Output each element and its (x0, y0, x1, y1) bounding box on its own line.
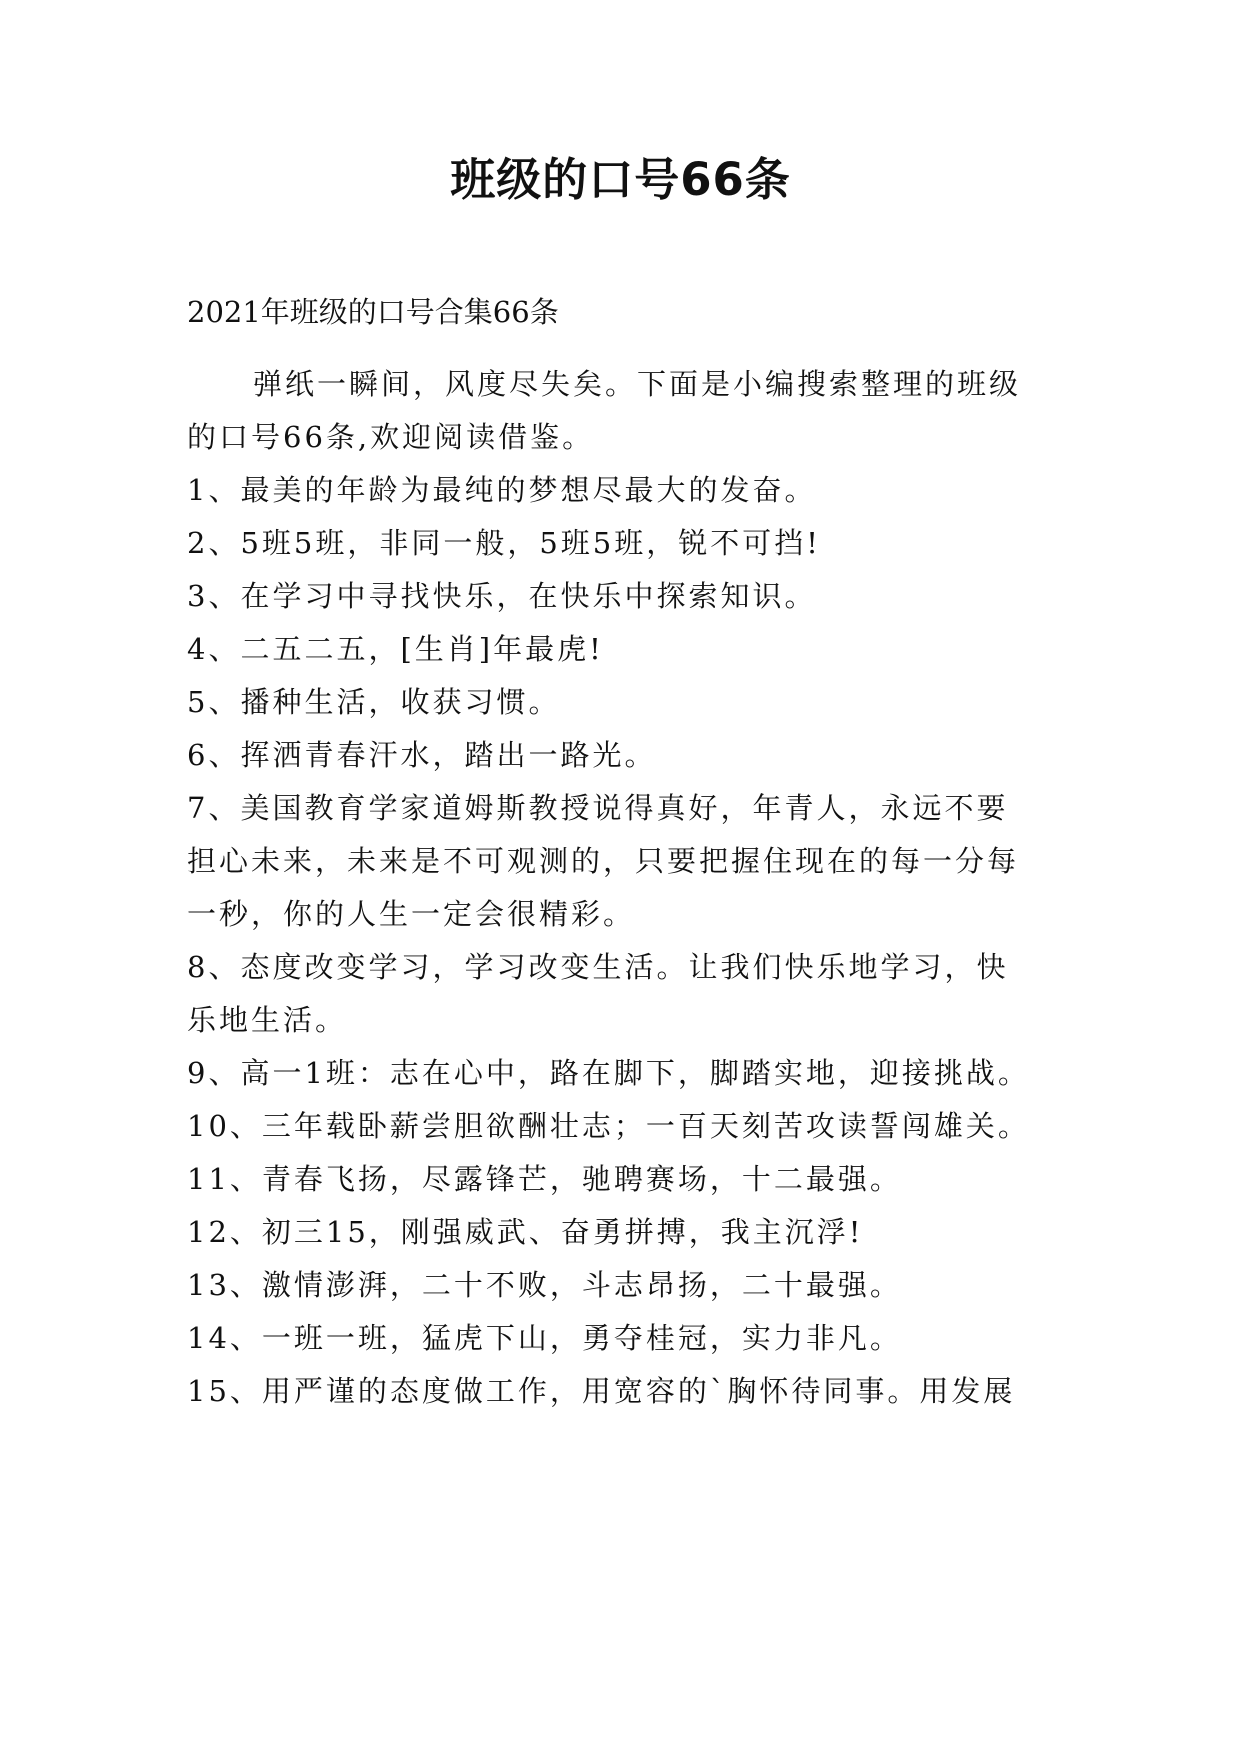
slogan-line: 5、播种生活，收获习惯。 (187, 685, 561, 719)
slogan-line: 13、激情澎湃，二十不败，斗志昂扬，二十最强。 (187, 1268, 902, 1302)
slogan-line: 11、青春飞扬，尽露锋芒，驰聘赛场，十二最强。 (187, 1162, 902, 1196)
slogan-line: 15、用严谨的态度做工作，用宽容的`胸怀待同事。用发展 (187, 1374, 1016, 1408)
slogan-line: 3、在学习中寻找快乐，在快乐中探索知识。 (187, 579, 817, 613)
slogan-line: 6、挥洒青春汗水，踏出一路光。 (187, 738, 657, 772)
intro-line: 弹纸一瞬间，风度尽失矣。下面是小编搜索整理的班级 (253, 367, 1022, 401)
document-title: 班级的口号66条 (450, 153, 791, 206)
slogan-line: 8、态度改变学习，学习改变生活。让我们快乐地学习，快 (187, 950, 1009, 984)
slogan-line: 4、二五二五，[生肖]年最虎! (187, 632, 604, 666)
slogan-line: 1、最美的年龄为最纯的梦想尽最大的发奋。 (187, 473, 817, 507)
slogan-line: 一秒，你的人生一定会很精彩。 (187, 897, 636, 931)
slogan-line: 12、初三15，刚强威武、奋勇拼搏，我主沉浮! (187, 1215, 864, 1249)
slogan-line: 乐地生活。 (187, 1003, 348, 1037)
slogan-line: 2、5班5班，非同一般，5班5班，锐不可挡! (187, 526, 821, 560)
slogan-line: 担心未来，未来是不可观测的，只要把握住现在的每一分每 (187, 844, 1020, 878)
slogan-line: 10、三年载卧薪尝胆欲酬壮志；一百天刻苦攻读誓闯雄关。 (187, 1109, 1030, 1143)
slogan-line: 14、一班一班，猛虎下山，勇夺桂冠，实力非凡。 (187, 1321, 902, 1355)
intro-line: 的口号66条,欢迎阅读借鉴。 (187, 420, 595, 454)
slogan-line: 9、高一1班：志在心中，路在脚下，脚踏实地，迎接挑战。 (187, 1056, 1030, 1090)
slogan-line: 7、美国教育学家道姆斯教授说得真好，年青人，永远不要 (187, 791, 1009, 825)
document-subtitle: 2021年班级的口号合集66条 (187, 295, 559, 329)
